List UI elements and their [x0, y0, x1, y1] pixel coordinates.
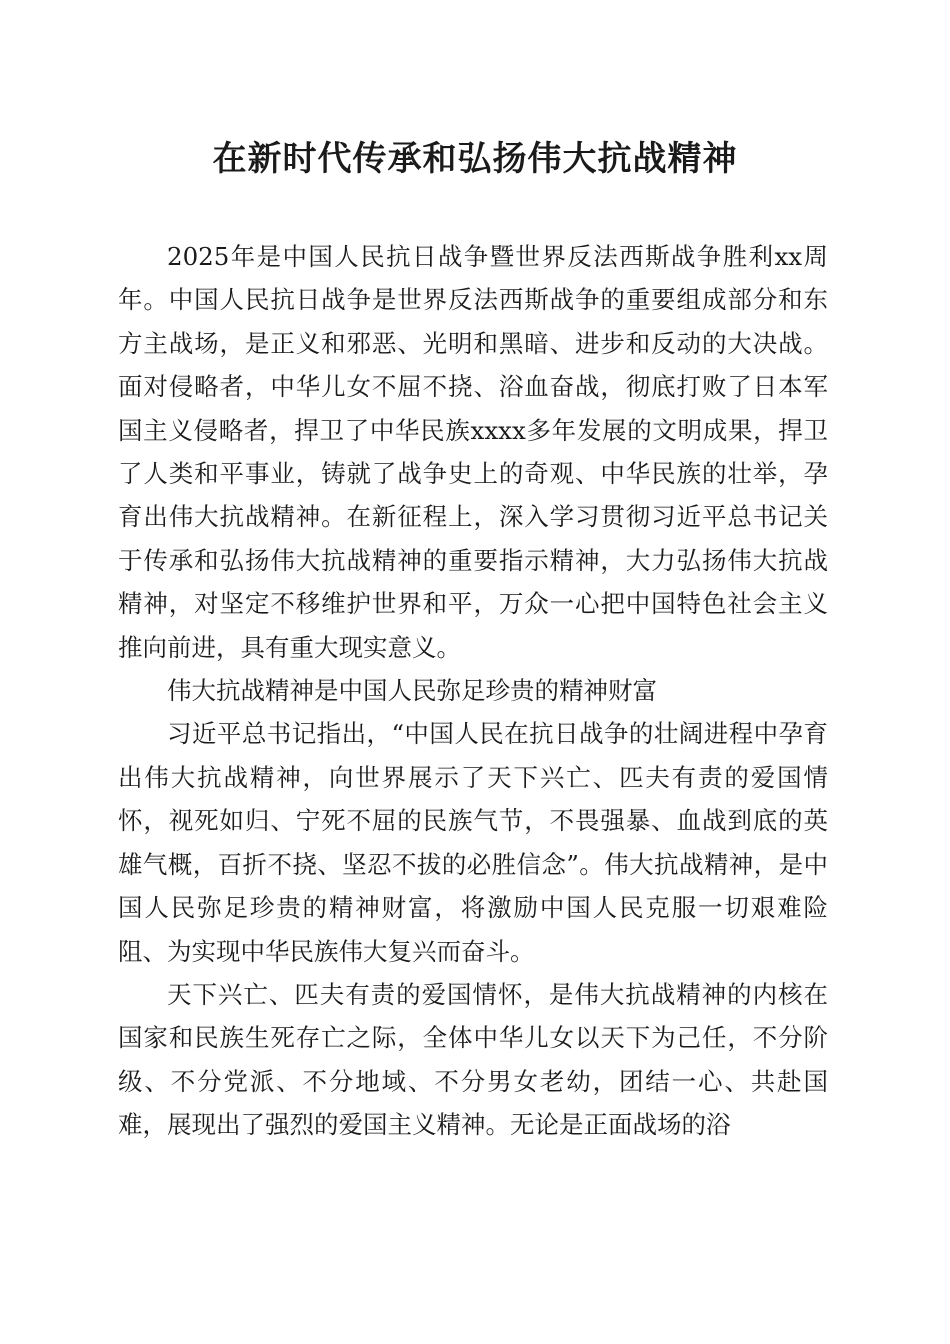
section-heading: 伟大抗战精神是中国人民弥足珍贵的精神财富 [167, 676, 657, 706]
paragraph-patriotism: 天下兴亡、匹夫有责的爱国情怀，是伟大抗战精神的内核在国家和民族生死存亡之际，全体中华儿女以天下为己任，不分阶级、不分党派、不分地域、不分男女老幼，团结一心、共赴国难，展现出了强烈的爱国主义精神。无论是正面战场的浴 [118, 979, 828, 1140]
document-body [118, 235, 828, 1147]
document-title: 在新时代传承和弘扬伟大抗战精神 [212, 139, 738, 179]
paragraph-intro: 2025年是中国人民抗日战争暨世界反法西斯战争胜利xx周年。中国人民抗日战争是世界反法西斯战争的重要组成部分和东方主战场，是正义和邪恶、光明和黑暗、进步和反动的大决战。面对侵略者，中华儿女不屈不挠、浴血奋战，彻底打败了日本军国主义侵略者，捍卫了中华民族xxxx多年发展的文明成果，捍卫了人类和平事业，铸就了战争史上的奇观、中华民族的壮举，孕育出伟大抗战精神。在新征程上，深入学习贯彻习近平总书记关于传承和弘扬伟大抗战精神的重要指示精神，大力弘扬伟大抗战精神，对坚定不移维护世界和平，万众一心把中国特色社会主义推向前进，具有重大现实意义。 [118, 242, 828, 662]
paragraph-quote: 习近平总书记指出，“中国人民在抗日战争的壮阔进程中孕育出伟大抗战精神，向世界展示了天下兴亡、匹夫有责的爱国情怀，视死如归、宁死不屈的民族气节，不畏强暴、血战到底的英雄气概，百折不挠、坚忍不拔的必胜信念”。伟大抗战精神，是中国人民弥足珍贵的精神财富，将激励中国人民克服一切艰难险阻、为实现中华民族伟大复兴而奋斗。 [118, 719, 828, 966]
